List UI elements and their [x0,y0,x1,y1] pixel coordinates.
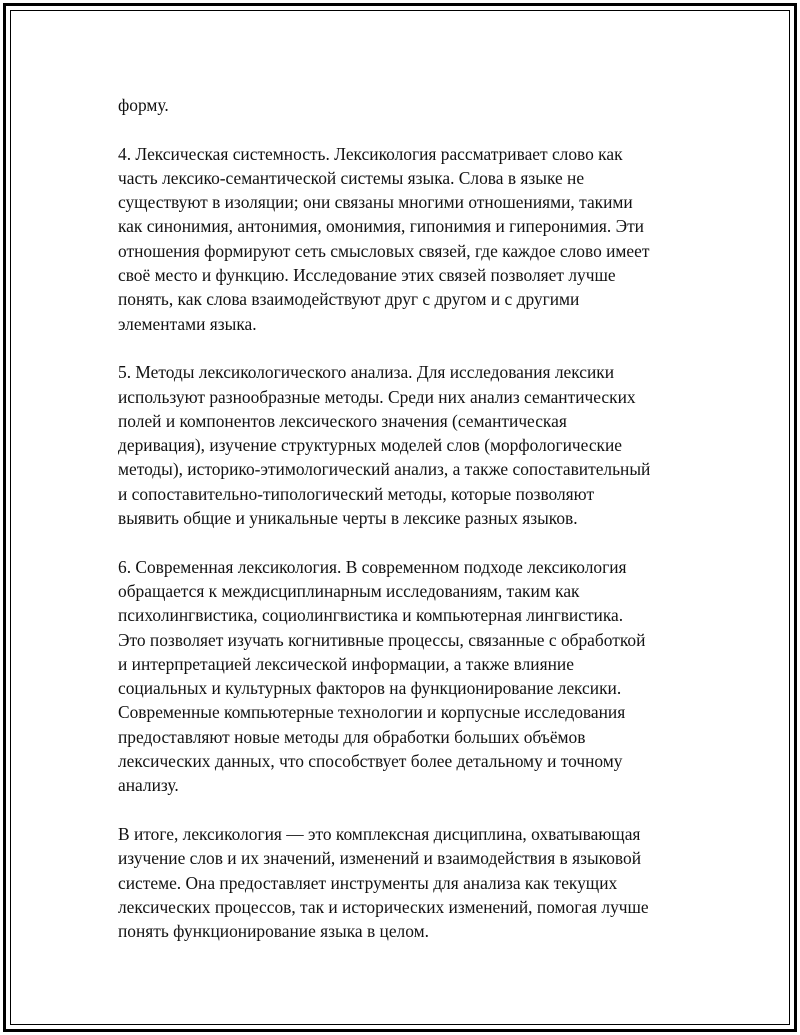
paragraph-analysis-methods: 5. Методы лексикологического анализа. Для исследования лексики используют разнообразные методы. Среди них анализ семантических полей и компонентов лексического значения (семантическая деривация), изучение структурных моделей слов (морфологические методы), историко-этимологический анализ, а также сопоставительный и сопоставительно-типологический методы, которые позволяют выявить общие и уникальные черты в лексике разных языков. [118,362,651,529]
document-body [118,93,688,968]
paragraph-continuation: форму. [118,95,169,115]
paragraph-lexical-systemness: 4. Лексическая системность. Лексикология рассматривает слово как часть лексико-семантической системы языка. Слова в языке не существуют в изоляции; они связаны многими отношениями, такими как синонимия, антонимия, омонимия, гипонимия и гиперонимия. Эти отношения формируют сеть смысловых связей, где каждое слово имеет своё место и функцию. Исследование этих связей позволяет лучше понять, как слова взаимодействуют друг с другом и с другими элементами языка. [118,143,650,334]
paragraph-conclusion: В итоге, лексикология — это комплексная дисциплина, охватывающая изучение слов и их значений, изменений и взаимодействия в языковой системе. Она предоставляет инструменты для анализа как текущих лексических процессов, так и исторических изменений, помогая лучше понять функционирование языка в целом. [118,823,649,942]
paragraph-modern-lexicology: 6. Современная лексикология. В современном подходе лексикология обращается к междисциплинарным исследованиям, таким как психолингвистика, социолингвистика и компьютерная лингвистика. Это позволяет изучать когнитивные процессы, связанные с обработкой и интерпретацией лексической информации, а также влияние социальных и культурных факторов на функционирование лексики. Современные компьютерные технологии и корпусные исследования предоставляют новые методы для обработки больших объёмов лексических данных, что способствует более детальному и точному анализу. [118,556,646,796]
